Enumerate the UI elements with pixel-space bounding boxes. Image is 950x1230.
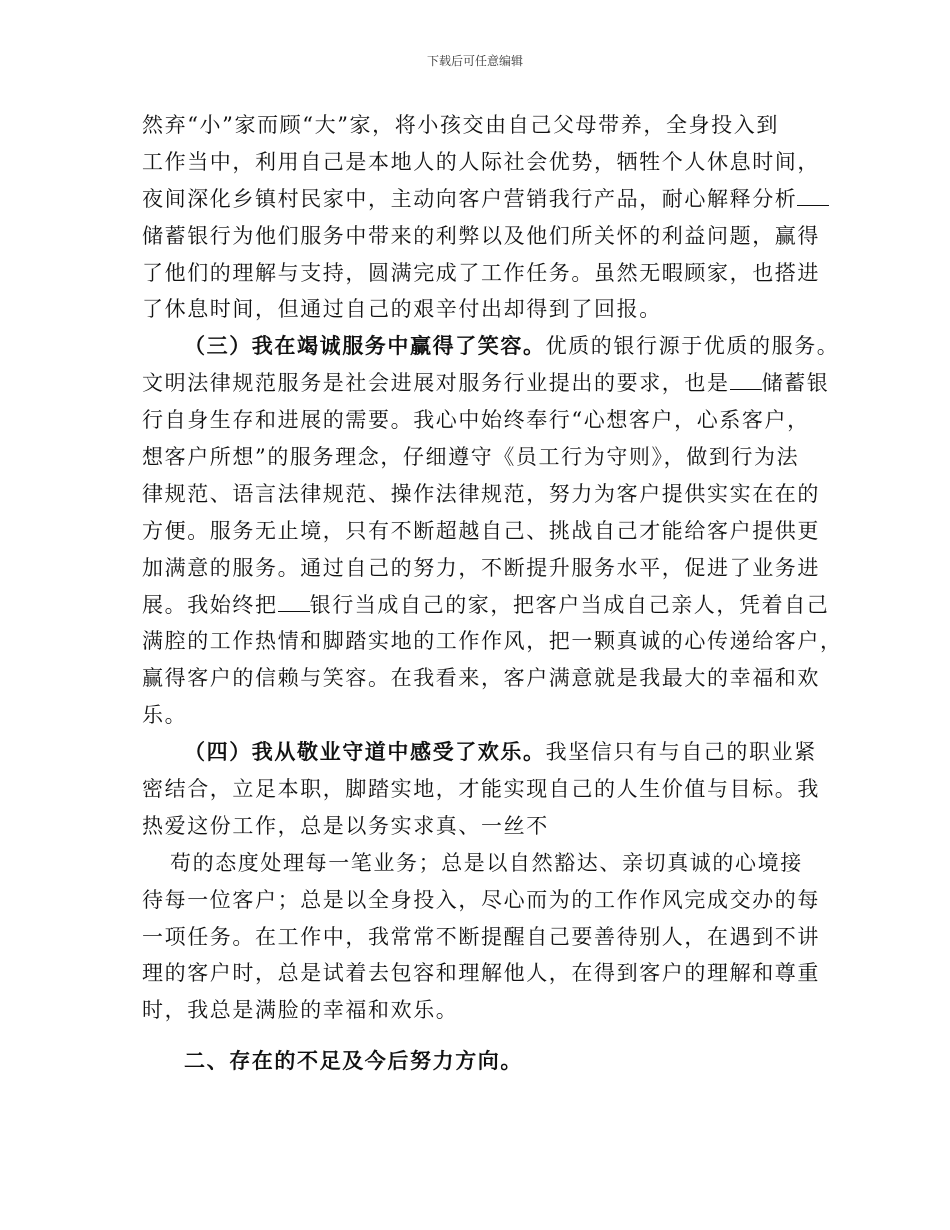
text-line: 理的客户时，总是试着去包容和理解他人，在得到客户的理解和尊重 — [142, 961, 820, 986]
text-line: 了休息时间，但通过自己的艰辛付出却得到了回报。 — [142, 297, 662, 322]
text-line: 一项任务。在工作中，我常常不断提醒自己要善待别人，在遇到不讲 — [142, 924, 820, 949]
text-fragment: 夜间深化乡镇村民家中，主动向客户营销我行产品，耐心解释分析 — [142, 186, 798, 211]
text-fragment: 展。我始终把 — [142, 592, 278, 617]
page-header: 下载后可任意编辑 — [426, 54, 523, 68]
text-line — [142, 365, 830, 402]
text-line: 乐。 — [142, 703, 188, 728]
text-line: 工作当中，利用自己是本地人的人际社会优势，牺牲个人休息时间， — [142, 149, 820, 174]
text-line: 密结合，立足本职，脚踏实地，才能实现自己的人生价值与目标。我 — [142, 777, 820, 802]
text-line: 然弃“小”家而顾“大”家，将小孩交由自己父母带养，全身投入到 — [142, 113, 779, 137]
text-line — [142, 587, 830, 624]
text-fragment: 银行当成自己的家，把客户当成自己亲人，凭着自己 — [309, 592, 830, 617]
text-line: 储蓄银行为他们服务中带来的利弊以及他们所关怀的利益问题，赢得 — [142, 223, 820, 248]
text-line: 了他们的理解与支持，圆满完成了工作任务。虽然无暇顾家，也搭进 — [142, 260, 820, 285]
text-fragment: 优质的银行源于优质的服务。 — [545, 334, 840, 359]
section-four-paragraph-start — [142, 734, 825, 771]
text-line: 热爱这份工作，总是以务实求真、一丝不 — [142, 813, 549, 838]
text-line: 想客户所想”的服务理念，仔细遵守《员工行为守则》，做到行为法 — [142, 445, 800, 470]
fill-in-blank — [278, 591, 310, 612]
section-three-heading: （三）我在竭诚服务中赢得了笑容。 — [184, 333, 546, 359]
document-body — [142, 107, 843, 1080]
section-four-heading: （四）我从敬业守道中感受了欢乐。 — [184, 739, 546, 765]
text-line: 时，我总是满脸的幸福和欢乐。 — [142, 998, 459, 1023]
text-line: 苟的态度处理每一笔业务；总是以自然豁达、亲切真诚的心境接 — [170, 850, 803, 875]
fill-in-blank — [730, 369, 762, 390]
text-fragment: 文明法律规范服务是社会进展对服务行业提出的要求，也是 — [142, 371, 730, 396]
text-line: 律规范、语言法律规范、操作法律规范，努力为客户提供实实在在的 — [142, 481, 820, 506]
text-line: 待每一位客户；总是以全身投入，尽心而为的工作作风完成交办的每 — [142, 887, 820, 912]
text-line: 加满意的服务。通过自己的努力，不断提升服务水平，促进了业务进 — [142, 555, 820, 580]
text-line — [142, 181, 825, 218]
text-fragment: 我坚信只有与自己的职业紧 — [545, 740, 817, 765]
text-line: 赢得客户的信赖与笑容。在我看来，客户满意就是我最大的幸福和欢 — [142, 666, 820, 691]
text-line: 行自身生存和进展的需要。我心中始终奉行“心想客户，心系客户， — [142, 408, 810, 433]
section-two-heading: 二、存在的不足及今后努力方向。 — [184, 1048, 523, 1074]
section-three-paragraph-start — [142, 328, 840, 365]
text-line: 方便。服务无止境，只有不断超越自己、挑战自己才能给客户提供更 — [142, 518, 820, 543]
text-line: 满腔的工作热情和脚踏实地的工作作风，把一颗真诚的心传递给客户， — [142, 629, 843, 654]
fill-in-blank — [797, 185, 829, 206]
text-fragment: 储蓄银 — [761, 371, 830, 396]
